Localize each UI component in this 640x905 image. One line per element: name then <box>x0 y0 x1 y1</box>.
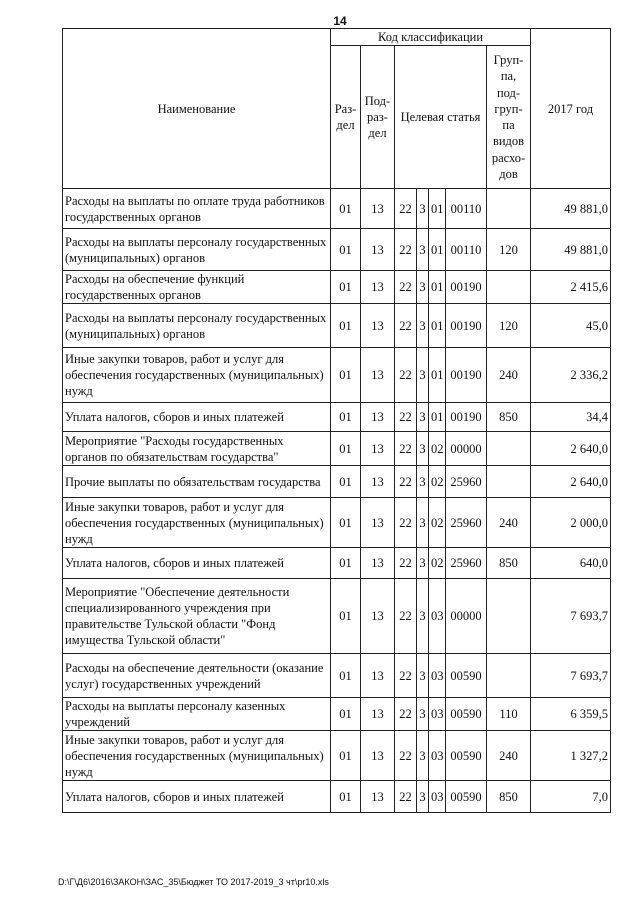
target-part-4: 00000 <box>446 579 487 654</box>
target-part-3: 01 <box>429 229 446 271</box>
column-header-target: Целевая статья <box>395 46 487 189</box>
row-name: Мероприятие "Обеспечение деятельности специализированного учреждения при правительстве Тульской области "Фонд имущества Тульской области" <box>63 579 331 654</box>
target-part-2: 3 <box>417 466 429 498</box>
table-row <box>63 654 611 698</box>
amount-cell: 6 359,5 <box>531 698 611 731</box>
row-name: Уплата налогов, сборов и иных платежей <box>63 548 331 579</box>
table-row <box>63 466 611 498</box>
row-name: Расходы на обеспечение функций государственных органов <box>63 271 331 304</box>
target-part-1: 22 <box>395 189 417 229</box>
table-row <box>63 348 611 403</box>
target-part-4: 25960 <box>446 548 487 579</box>
podrazdel-cell: 13 <box>361 304 395 348</box>
group-cell: 110 <box>487 698 531 731</box>
podrazdel-cell: 13 <box>361 403 395 432</box>
amount-cell: 2 640,0 <box>531 466 611 498</box>
target-part-4: 00110 <box>446 189 487 229</box>
group-cell: 120 <box>487 304 531 348</box>
table-row <box>63 432 611 466</box>
budget-table <box>62 28 611 813</box>
target-part-3: 02 <box>429 466 446 498</box>
row-name: Расходы на выплаты персоналу государственных (муниципальных) органов <box>63 304 331 348</box>
target-part-3: 03 <box>429 579 446 654</box>
page-number: 14 <box>333 14 347 28</box>
target-part-2: 3 <box>417 498 429 548</box>
razdel-cell: 01 <box>331 229 361 271</box>
razdel-cell: 01 <box>331 189 361 229</box>
razdel-cell: 01 <box>331 498 361 548</box>
target-part-1: 22 <box>395 579 417 654</box>
razdel-cell: 01 <box>331 731 361 781</box>
target-part-1: 22 <box>395 698 417 731</box>
table-row <box>63 498 611 548</box>
group-cell: 850 <box>487 781 531 813</box>
podrazdel-cell: 13 <box>361 654 395 698</box>
target-part-2: 3 <box>417 432 429 466</box>
target-part-4: 25960 <box>446 498 487 548</box>
table-row <box>63 189 611 229</box>
target-part-2: 3 <box>417 229 429 271</box>
table-row <box>63 403 611 432</box>
target-part-4: 00590 <box>446 698 487 731</box>
row-name: Расходы на выплаты персоналу государственных (муниципальных) органов <box>63 229 331 271</box>
target-part-4: 00590 <box>446 731 487 781</box>
amount-cell: 34,4 <box>531 403 611 432</box>
target-part-3: 03 <box>429 654 446 698</box>
razdel-cell: 01 <box>331 403 361 432</box>
table-row <box>63 698 611 731</box>
target-part-3: 02 <box>429 548 446 579</box>
amount-cell: 640,0 <box>531 548 611 579</box>
table-row <box>63 304 611 348</box>
target-part-3: 03 <box>429 698 446 731</box>
target-part-2: 3 <box>417 271 429 304</box>
row-name: Расходы на выплаты персоналу казенных учреждений <box>63 698 331 731</box>
razdel-cell: 01 <box>331 654 361 698</box>
row-name: Уплата налогов, сборов и иных платежей <box>63 403 331 432</box>
target-part-2: 3 <box>417 304 429 348</box>
group-cell <box>487 654 531 698</box>
podrazdel-cell: 13 <box>361 698 395 731</box>
target-part-2: 3 <box>417 348 429 403</box>
razdel-cell: 01 <box>331 348 361 403</box>
amount-cell: 1 327,2 <box>531 731 611 781</box>
amount-cell: 49 881,0 <box>531 229 611 271</box>
group-cell <box>487 432 531 466</box>
file-path-footer: D:\Г\Д6\2016\ЗАКОН\ЗАС_35\Бюджет ТО 2017-2019_3 чт\pr10.xls <box>58 877 329 887</box>
table-body <box>63 189 611 813</box>
target-part-4: 00590 <box>446 781 487 813</box>
target-part-2: 3 <box>417 189 429 229</box>
row-name: Расходы на выплаты по оплате труда работников государственных органов <box>63 189 331 229</box>
row-name: Уплата налогов, сборов и иных платежей <box>63 781 331 813</box>
amount-cell: 2 640,0 <box>531 432 611 466</box>
target-part-1: 22 <box>395 466 417 498</box>
target-part-3: 01 <box>429 189 446 229</box>
row-name: Расходы на обеспечение деятельности (оказание услуг) государственных учреждений <box>63 654 331 698</box>
target-part-4: 00190 <box>446 271 487 304</box>
target-part-2: 3 <box>417 579 429 654</box>
podrazdel-cell: 13 <box>361 229 395 271</box>
column-header-group <box>487 46 531 189</box>
target-part-3: 01 <box>429 403 446 432</box>
row-name: Прочие выплаты по обязательствам государства <box>63 466 331 498</box>
row-name: Иные закупки товаров, работ и услуг для обеспечения государственных (муниципальных) нужд <box>63 498 331 548</box>
target-part-3: 01 <box>429 348 446 403</box>
target-part-2: 3 <box>417 731 429 781</box>
razdel-cell: 01 <box>331 548 361 579</box>
podrazdel-cell: 13 <box>361 498 395 548</box>
group-cell: 240 <box>487 498 531 548</box>
amount-cell: 45,0 <box>531 304 611 348</box>
podrazdel-cell: 13 <box>361 781 395 813</box>
target-part-2: 3 <box>417 781 429 813</box>
group-cell: 850 <box>487 403 531 432</box>
group-cell: 240 <box>487 348 531 403</box>
table-row <box>63 731 611 781</box>
razdel-cell: 01 <box>331 781 361 813</box>
amount-cell: 7 693,7 <box>531 654 611 698</box>
amount-cell: 2 000,0 <box>531 498 611 548</box>
target-part-1: 22 <box>395 403 417 432</box>
group-cell: 120 <box>487 229 531 271</box>
podrazdel-cell: 13 <box>361 579 395 654</box>
podrazdel-cell: 13 <box>361 432 395 466</box>
amount-cell: 49 881,0 <box>531 189 611 229</box>
group-cell: 850 <box>487 548 531 579</box>
table-row <box>63 271 611 304</box>
column-header-code: Код классификации <box>331 29 531 46</box>
target-part-4: 00000 <box>446 432 487 466</box>
target-part-4: 00590 <box>446 654 487 698</box>
target-part-2: 3 <box>417 698 429 731</box>
target-part-1: 22 <box>395 432 417 466</box>
group-cell <box>487 466 531 498</box>
podrazdel-label: Под- раз- дел <box>364 94 391 140</box>
razdel-cell: 01 <box>331 579 361 654</box>
target-part-1: 22 <box>395 654 417 698</box>
target-part-4: 00110 <box>446 229 487 271</box>
target-part-4: 25960 <box>446 466 487 498</box>
row-name: Иные закупки товаров, работ и услуг для обеспечения государственных (муниципальных) нужд <box>63 348 331 403</box>
target-part-1: 22 <box>395 271 417 304</box>
amount-cell: 2 415,6 <box>531 271 611 304</box>
target-part-2: 3 <box>417 403 429 432</box>
target-part-4: 00190 <box>446 403 487 432</box>
target-part-4: 00190 <box>446 304 487 348</box>
column-header-podrazdel <box>361 46 395 189</box>
razdel-cell: 01 <box>331 432 361 466</box>
podrazdel-cell: 13 <box>361 548 395 579</box>
column-header-name: Наименование <box>63 29 331 189</box>
group-cell <box>487 189 531 229</box>
table-row <box>63 579 611 654</box>
row-name: Иные закупки товаров, работ и услуг для обеспечения государственных (муниципальных) нужд <box>63 731 331 781</box>
target-part-1: 22 <box>395 548 417 579</box>
podrazdel-cell: 13 <box>361 189 395 229</box>
column-header-razdel <box>331 46 361 189</box>
group-cell: 240 <box>487 731 531 781</box>
target-part-1: 22 <box>395 498 417 548</box>
group-label: Груп- па, под- груп- па видов расхо- дов <box>491 53 526 181</box>
amount-cell: 7 693,7 <box>531 579 611 654</box>
razdel-label: Раз- дел <box>334 102 357 132</box>
group-cell <box>487 271 531 304</box>
target-part-1: 22 <box>395 781 417 813</box>
target-part-1: 22 <box>395 304 417 348</box>
table-row <box>63 781 611 813</box>
table-row <box>63 548 611 579</box>
target-part-3: 03 <box>429 781 446 813</box>
target-part-4: 00190 <box>446 348 487 403</box>
target-part-1: 22 <box>395 229 417 271</box>
group-cell <box>487 579 531 654</box>
target-part-1: 22 <box>395 731 417 781</box>
amount-cell: 7,0 <box>531 781 611 813</box>
amount-cell: 2 336,2 <box>531 348 611 403</box>
target-part-3: 01 <box>429 271 446 304</box>
podrazdel-cell: 13 <box>361 348 395 403</box>
podrazdel-cell: 13 <box>361 466 395 498</box>
target-part-1: 22 <box>395 348 417 403</box>
target-part-2: 3 <box>417 548 429 579</box>
razdel-cell: 01 <box>331 271 361 304</box>
razdel-cell: 01 <box>331 304 361 348</box>
row-name: Мероприятие "Расходы государственных органов по обязательствам государства" <box>63 432 331 466</box>
target-part-3: 02 <box>429 498 446 548</box>
razdel-cell: 01 <box>331 466 361 498</box>
target-part-3: 03 <box>429 731 446 781</box>
table-row <box>63 229 611 271</box>
target-part-3: 02 <box>429 432 446 466</box>
podrazdel-cell: 13 <box>361 271 395 304</box>
target-part-3: 01 <box>429 304 446 348</box>
column-header-year: 2017 год <box>531 29 611 189</box>
podrazdel-cell: 13 <box>361 731 395 781</box>
razdel-cell: 01 <box>331 698 361 731</box>
target-part-2: 3 <box>417 654 429 698</box>
